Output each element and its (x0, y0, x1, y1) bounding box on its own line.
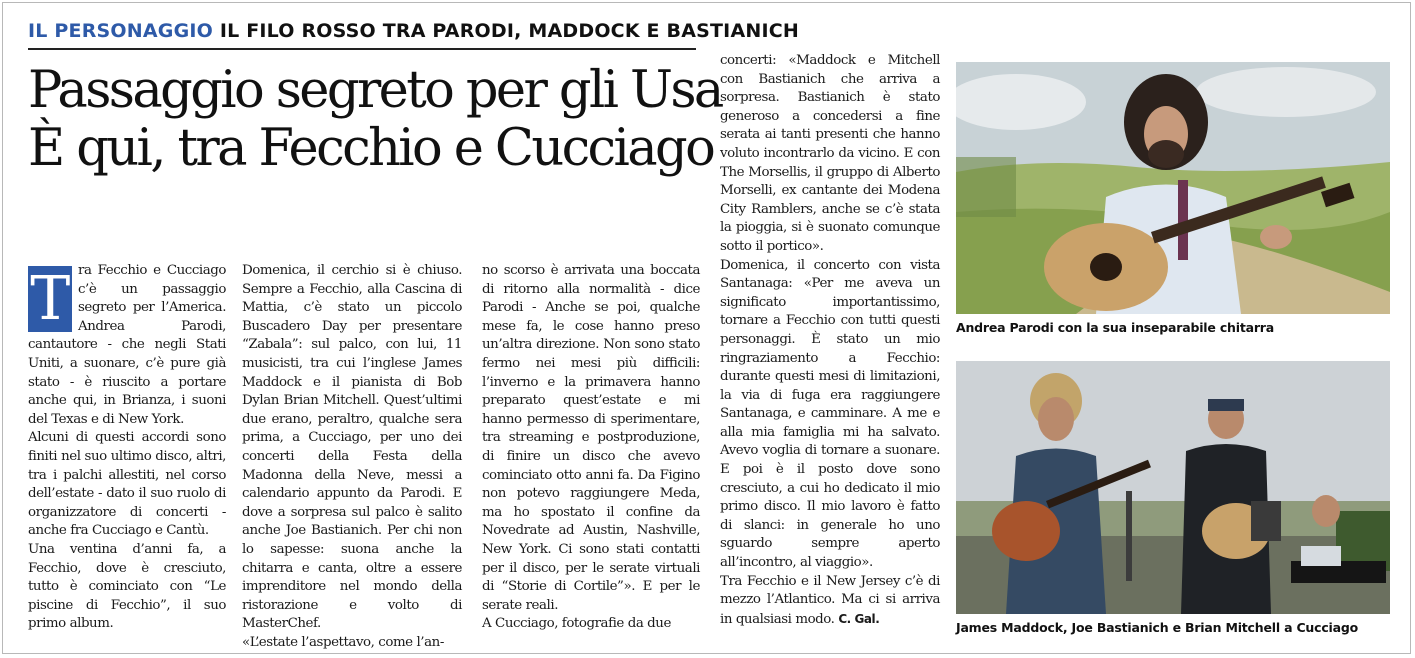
paragraph: «L’estate l’aspettavo, come l’an- (242, 634, 444, 650)
paragraph: concerti: «Maddock e Mitchell con Bastianich che arriva a sorpresa. Bastianich è stato generoso a concedersi a fine serata ai tanti presenti che hanno voluto incontrarlo da vicino. E con The Morsellis, il gruppo di Alberto Morselli, ex cantante dei Modena City Ramblers, anche se c’è stata la pioggia, si è suonato comunque sotto il portico». (720, 53, 940, 254)
paragraph-text: Tra Fecchio e il New Jersey c’è di mezzo l’Atlantico. Ma ci si arriva in qualsiasi modo. (720, 573, 940, 627)
kicker-rule (28, 48, 696, 50)
kicker (28, 20, 799, 42)
headline-line-1: Passaggio segreto per gli Usa (28, 61, 722, 120)
guitarist-illustration (956, 62, 1390, 314)
paragraph (720, 573, 940, 630)
author-signature: C. Gal. (838, 611, 880, 626)
paragraph: no scorso è arrivata una boccata di ritorno alla normalità - dice Parodi - Anche se poi, qualche mese fa, le cose hanno preso un’altra direzione. Non sono stato fermo nei mesi più difficili: l’inverno e la primavera hanno preparato quest’estate e mi hanno permesso di sperimentare, tra streaming e postproduzione, di finire un disco che avevo cominciato otto anni fa. Da Figino non potevo raggiungere Meda, ma ho spostato il confine da Novedrate ad Austin, Nashville, New York. Ci sono stati contatti per il disco, per le serate virtuali di “Storie di Cortile”». E per le serate reali. (482, 263, 700, 613)
article-column-4 (720, 52, 940, 629)
kicker-text: IL FILO ROSSO TRA PARODI, MADDOCK E BASTIANICH (219, 20, 799, 42)
paragraph: Una ventina d’anni fa, a Fecchio, dove è cresciuto, tutto è cominciato con “Le piscine di Fecchio”, il suo primo album. (28, 541, 226, 632)
paragraph: A Cucciago, fotografie da due (482, 616, 671, 632)
paragraph: Alcuni di questi accordi sono finiti nel suo ultimo disco, altri, tra i palchi allestiti, nel corso dell’estate - dato il suo ruolo di organizzatore di concerti - anche fra Cucciago e Cantù. (28, 430, 226, 539)
article-column-2 (242, 262, 462, 652)
headline-line-2: È qui, tra Fecchio e Cucciago (28, 119, 714, 178)
photo-concert (956, 361, 1390, 614)
article-column-1 (28, 262, 226, 634)
photo-andrea-parodi (956, 62, 1390, 314)
concert-illustration (956, 361, 1390, 614)
drop-cap: T (28, 266, 72, 332)
article-column-3 (482, 262, 700, 634)
paragraph: Domenica, il cerchio si è chiuso. Sempre a Fecchio, alla Cascina di Mattia, c’è stato un piccolo Buscadero Day per presentare “Zabala”: sul palco, con lui, 11 musicisti, tra cui l’inglese James Maddock e il pianista di Bob Dylan Brian Mitchell. Quest’ultimi due erano, peraltro, qualche sera prima, a Cucciago, per uno dei concerti della Festa della Madonna della Neve, messi a calendario appunto da Parodi. E dove a sorpresa sul palco è salito anche Joe Bastianich. Per chi non lo sapesse: suona anche la chitarra e canta, oltre a essere imprenditore nel mondo della ristorazione e volto di MasterChef. (242, 263, 462, 632)
paragraph: ra Fecchio e Cucciago c’è un passaggio segreto per l’America. Andrea Parodi, cantautore - che negli Stati Uniti, a suonare, c’è pure già stato - è riuscito a portare anche qui, in Brianza, i suoni del Texas e di New York. (28, 263, 226, 427)
paragraph: Domenica, il concerto con vista Santanaga: «Per me aveva un significato importantissimo, tornare a Fecchio con tutti questi personaggi. È stato un mio ringraziamento a Fecchio: durante questi mesi di limitazioni, la via di fuga era raggiungere Santanaga, e camminare. A me e alla mia famiglia mi ha salvato. Avevo voglia di tornare a suonare. E poi è il posto dove sono cresciuto, a cui ho dedicato il mio primo disco. Il mio lavoro è fatto di slanci: in generale ho uno sguardo sempre aperto all’incontro, al viaggio». (720, 257, 940, 571)
photo-caption-1: Andrea Parodi con la sua inseparabile chitarra (956, 320, 1274, 335)
photo-caption-2: James Maddock, Joe Bastianich e Brian Mitchell a Cucciago (956, 620, 1359, 635)
headline (28, 61, 722, 178)
kicker-tag: IL PERSONAGGIO (28, 20, 213, 42)
